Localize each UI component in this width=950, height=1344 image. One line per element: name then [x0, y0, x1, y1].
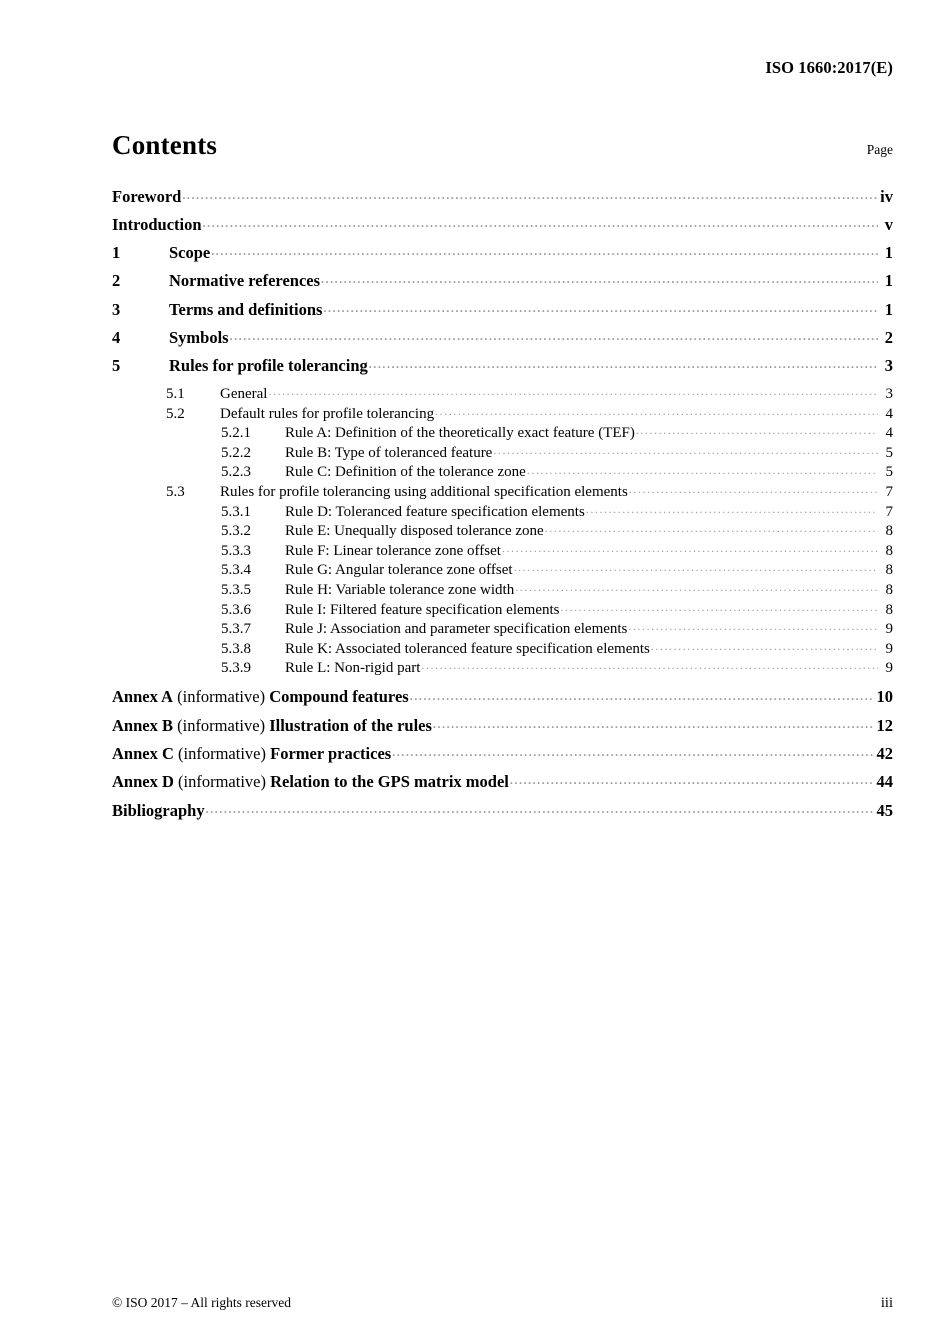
toc-entry-number: 5.2 — [166, 405, 185, 422]
dot-leader — [182, 185, 877, 202]
toc-entry-page: 8 — [885, 562, 893, 579]
toc-entry-annex-a[interactable] — [112, 686, 893, 714]
dot-leader — [510, 771, 874, 788]
annex-line — [112, 687, 409, 707]
annex-label: Annex D — [112, 772, 174, 792]
copyright-notice: © ISO 2017 – All rights reserved — [112, 1295, 291, 1310]
toc-entry-title: Rules for profile tolerancing — [169, 356, 368, 376]
toc-entry-title: Rule E: Unequally disposed tolerance zone — [285, 523, 544, 540]
dot-leader — [410, 686, 874, 703]
toc-entry-number: 5 — [112, 356, 121, 376]
toc-entry-title: Rule A: Definition of the theoretically exact feature (TEF) — [285, 425, 635, 442]
toc-entry-clause-1[interactable] — [112, 242, 893, 270]
toc-entry-introduction[interactable] — [112, 213, 893, 241]
toc-entry-page: v — [884, 214, 893, 234]
toc-entry-page: 1 — [884, 271, 893, 291]
toc-entry-page: 42 — [876, 744, 893, 764]
section-spacer — [112, 677, 893, 686]
toc-entry-number: 5.3.6 — [221, 601, 251, 618]
annex-kind: (informative) — [172, 715, 270, 735]
toc-entry-5-3-9[interactable] — [112, 657, 893, 677]
toc-entry-title: Rule G: Angular tolerance zone offset — [285, 562, 513, 579]
dot-leader — [651, 638, 878, 653]
annex-title: Compound features — [269, 687, 409, 707]
dot-leader — [545, 520, 878, 535]
toc-entry-title: Rule I: Filtered feature specification elements — [285, 601, 560, 618]
toc-entry-title: General — [220, 386, 268, 403]
toc-entry-page: 4 — [885, 425, 893, 442]
toc-entry-number: 3 — [112, 299, 121, 319]
toc-entry-clause-4[interactable] — [112, 326, 893, 354]
toc-entry-page: 7 — [885, 484, 893, 501]
toc-entry-5-3-1[interactable] — [112, 501, 893, 521]
toc-entry-title: Symbols — [169, 327, 229, 347]
toc-entry-page: 8 — [885, 523, 893, 540]
toc-entry-title: Scope — [169, 243, 211, 263]
toc-entry-5-1[interactable] — [112, 383, 893, 403]
toc-entry-number: 5.1 — [166, 386, 185, 403]
toc-entry-number: 5.3.1 — [221, 503, 251, 520]
document-header — [112, 58, 893, 78]
toc-entry-5-2-2[interactable] — [112, 442, 893, 462]
toc-entry-page: 10 — [876, 687, 893, 707]
toc-entry-title: Rule L: Non-rigid part — [285, 660, 421, 677]
toc-entry-title: Rule C: Definition of the tolerance zone — [285, 464, 526, 481]
toc-entry-number: 5.3 — [166, 484, 185, 501]
contents-heading-row — [112, 130, 893, 161]
toc-entry-5-2-1[interactable] — [112, 422, 893, 442]
toc-entry-number: 2 — [112, 271, 121, 291]
annex-title: Relation to the GPS matrix model — [270, 772, 509, 792]
toc-entry-number: 4 — [112, 327, 121, 347]
toc-entry-page: 8 — [885, 542, 893, 559]
dot-leader — [230, 326, 878, 343]
toc-entry-number: 5.3.3 — [221, 542, 251, 559]
toc-entry-number: 5.3.2 — [221, 523, 251, 540]
toc-entry-5-3-7[interactable] — [112, 618, 893, 638]
toc-entry-page: 8 — [885, 582, 893, 599]
toc-entry-number: 5.2.3 — [221, 464, 251, 481]
dot-leader — [392, 743, 873, 760]
toc-entry-title: Rules for profile tolerancing using additional specification elements — [220, 484, 628, 501]
footer-page-number: iii — [880, 1295, 893, 1311]
toc-entry-number: 5.3.9 — [221, 660, 251, 677]
toc-entry-number: 5.2.2 — [221, 444, 251, 461]
toc-entry-page: 1 — [884, 299, 893, 319]
toc-entry-page: 5 — [885, 464, 893, 481]
toc-entry-title: Default rules for profile tolerancing — [220, 405, 435, 422]
toc-entry-5-2-3[interactable] — [112, 461, 893, 481]
toc-entry-page: iv — [880, 186, 893, 206]
toc-entry-clause-5[interactable] — [112, 355, 893, 383]
toc-entry-page: 12 — [876, 715, 893, 735]
table-of-contents — [112, 185, 893, 827]
toc-entry-annex-d[interactable] — [112, 771, 893, 799]
toc-entry-page: 9 — [885, 621, 893, 638]
dot-leader — [515, 579, 878, 594]
dot-leader — [206, 799, 874, 816]
annex-line — [112, 744, 391, 764]
annex-title: Former practices — [270, 744, 392, 764]
page-title: Contents — [112, 130, 218, 160]
annex-kind: (informative) — [173, 772, 271, 792]
dot-leader — [560, 599, 878, 614]
toc-entry-number: 5.3.7 — [221, 621, 251, 638]
dot-leader — [321, 270, 878, 287]
dot-leader — [369, 355, 878, 372]
dot-leader — [323, 298, 878, 315]
toc-entry-5-3-2[interactable] — [112, 520, 893, 540]
toc-entry-number: 1 — [112, 243, 121, 263]
toc-entry-number: 5.3.4 — [221, 562, 251, 579]
toc-entry-number: 5.3.5 — [221, 582, 251, 599]
dot-leader — [502, 540, 878, 555]
toc-entry-5-3-5[interactable] — [112, 579, 893, 599]
dot-leader — [268, 383, 878, 398]
dot-leader — [433, 714, 874, 731]
toc-entry-5-3[interactable] — [112, 481, 893, 501]
toc-entry-bibliography[interactable] — [112, 799, 893, 827]
dot-leader — [203, 213, 878, 230]
dot-leader — [514, 559, 878, 574]
toc-entry-page: 8 — [885, 601, 893, 618]
toc-entry-page: 45 — [876, 800, 893, 820]
toc-entry-page: 4 — [885, 405, 893, 422]
dot-leader — [211, 242, 878, 259]
toc-entry-title: Rule D: Toleranced feature specification elements — [285, 503, 585, 520]
dot-leader — [527, 461, 878, 476]
toc-entry-page: 44 — [876, 772, 893, 792]
toc-entry-page: 5 — [885, 444, 893, 461]
page-column-label: Page — [866, 142, 893, 157]
toc-entry-title: Rule J: Association and parameter specification elements — [285, 621, 628, 638]
toc-entry-annex-c[interactable] — [112, 743, 893, 771]
toc-entry-foreword[interactable] — [112, 185, 893, 213]
dot-leader — [421, 657, 878, 672]
toc-entry-page: 9 — [885, 640, 893, 657]
annex-label: Annex C — [112, 744, 174, 764]
toc-entry-number: 5.3.8 — [221, 640, 251, 657]
toc-entry-number: 5.2.1 — [221, 425, 251, 442]
toc-entry-5-3-4[interactable] — [112, 559, 893, 579]
toc-entry-clause-3[interactable] — [112, 298, 893, 326]
dot-leader — [636, 422, 878, 437]
dot-leader — [629, 481, 878, 496]
dot-leader — [435, 403, 878, 418]
annex-line — [112, 716, 432, 736]
toc-entry-page: 3 — [884, 356, 893, 376]
toc-entry-title: Rule F: Linear tolerance zone offset — [285, 542, 501, 559]
annex-kind: (informative) — [173, 744, 271, 764]
toc-entry-5-2[interactable] — [112, 403, 893, 423]
annex-kind: (informative) — [172, 687, 270, 707]
toc-entry-annex-b[interactable] — [112, 714, 893, 742]
toc-entry-title: Rule H: Variable tolerance zone width — [285, 582, 515, 599]
annex-line — [112, 772, 509, 792]
toc-entry-title: Bibliography — [112, 800, 205, 820]
dot-leader — [493, 442, 878, 457]
annex-title: Illustration of the rules — [269, 715, 432, 735]
toc-entry-page: 1 — [884, 243, 893, 263]
toc-entry-5-3-6[interactable] — [112, 599, 893, 619]
toc-entry-title: Rule B: Type of toleranced feature — [285, 444, 493, 461]
annex-label: Annex A — [112, 687, 173, 707]
toc-entry-clause-2[interactable] — [112, 270, 893, 298]
toc-entry-page: 3 — [885, 386, 893, 403]
annex-label: Annex B — [112, 715, 173, 735]
document-footer — [112, 1295, 893, 1312]
toc-entry-title: Rule K: Associated toleranced feature specification elements — [285, 640, 650, 657]
toc-entry-5-3-3[interactable] — [112, 540, 893, 560]
toc-entry-page: 9 — [885, 660, 893, 677]
toc-entry-title: Terms and definitions — [169, 299, 323, 319]
dot-leader — [586, 501, 878, 516]
dot-leader — [628, 618, 878, 633]
toc-entry-title: Normative references — [169, 271, 321, 291]
toc-entry-page: 7 — [885, 503, 893, 520]
toc-entry-5-3-8[interactable] — [112, 638, 893, 658]
standard-reference: ISO 1660:2017(E) — [765, 58, 893, 77]
toc-entry-title: Introduction — [112, 214, 202, 234]
toc-entry-title: Foreword — [112, 186, 182, 206]
toc-entry-page: 2 — [884, 327, 893, 347]
